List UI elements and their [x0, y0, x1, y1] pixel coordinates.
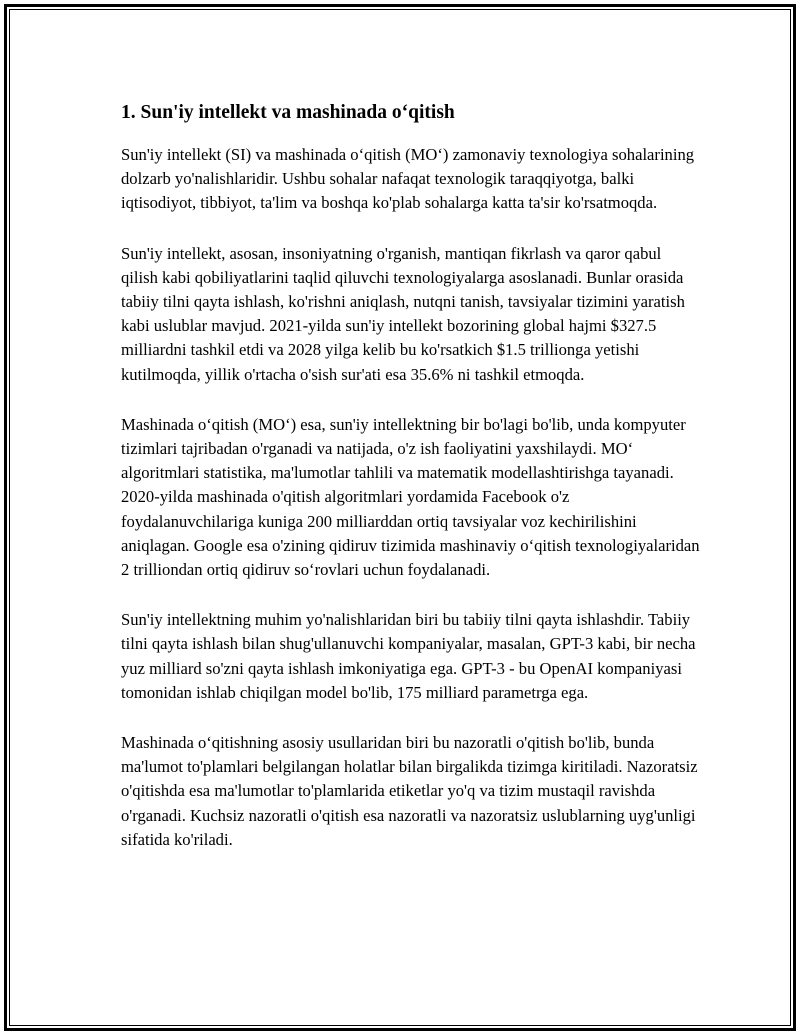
paragraph-nlp: Sun'iy intellektning muhim yo'nalishlaridan biri bu tabiiy tilni qayta ishlashdir. Tabiiy tilni qayta ishlash bilan shug'ullanuvchi kompaniyalar, masalan, GPT-3 kabi, bir necha yuz milliard so'zni qayta ishlash imkoniyatiga ega. GPT-3 - bu OpenAI kompaniyasi tomonidan ishlab chiqilgan model bo'lib, 175 milliard parametrga ega. — [121, 610, 696, 702]
page-frame — [4, 4, 796, 1031]
paragraph-machine-learning: Mashinada o‘qitish (MO‘) esa, sun'iy intellektning bir bo'lagi bo'lib, unda kompyuter tizimlari tajribadan o'rganadi va natijada, o'z ish faoliyatini yaxshilaydi. MO‘ algoritmlari statistika, ma'lumotlar tahlili va matematik modellashtirishga tayanadi. 2020-yilda mashinada o'qitish algoritmlari yordamida Facebook o'z foydalanuvchilariga kuniga 200 milliarddan ortiq tavsiyalar voz kechirilishini aniqlagan. Google esa o'zining qidiruv tizimida mashinaviy o‘qitish texnologiyalaridan 2 trilliondan ortiq qidiruv so‘rovlari uchun foydalanadi. — [121, 414, 700, 580]
paragraph-learning-methods: Mashinada o‘qitishning asosiy usullaridan biri bu nazoratli o'qitish bo'lib, bunda ma'lumot to'plamlari belgilangan holatlar bilan birgalikda tizimga kiritiladi. Nazoratsiz o'qitishda esa ma'lumotlar to'plamlarida etiketlar yo'q va tizim mustaqil ravishda o'rganadi. Kuchsiz nazoratli o'qitish esa nazoratli va nazoratsiz uslublarning uyg'unligi sifatida ko'riladi. — [121, 733, 698, 849]
section-title: 1. Sun'iy intellekt va mashinada o‘qitish — [121, 102, 455, 123]
paragraph-ai-basics: Sun'iy intellekt, asosan, insoniyatning o'rganish, mantiqan fikrlash va qaror qabul qilish kabi qobiliyatlarini taqlid qiluvchi texnologiyalarga asoslanadi. Bunlar orasida tabiiy tilni qayta ishlash, ko'rishni aniqlash, nutqni tanish, tavsiyalar tizimini yaratish kabi uslublar mavjud. 2021-yilda sun'iy intellekt bozorining global hajmi $327.5 milliardni tashkil etdi va 2028 yilga kelib bu ko'rsatkich $1.5 trillionga yetishi kutilmoqda, yillik o'rtacha o'sish sur'ati esa 35.6% ni tashkil etmoqda. — [121, 243, 685, 384]
document-body — [121, 99, 701, 878]
paragraph-intro: Sun'iy intellekt (SI) va mashinada o‘qitish (MO‘) zamonaviy texnologiya sohalarining dolzarb yo'nalishlaridir. Ushbu sohalar nafaqat texnologik taraqqiyotga, balki iqtisodiyot, tibbiyot, ta'lim va boshqa ko'plab sohalarga katta ta'sir ko'rsatmoqda. — [121, 145, 695, 213]
